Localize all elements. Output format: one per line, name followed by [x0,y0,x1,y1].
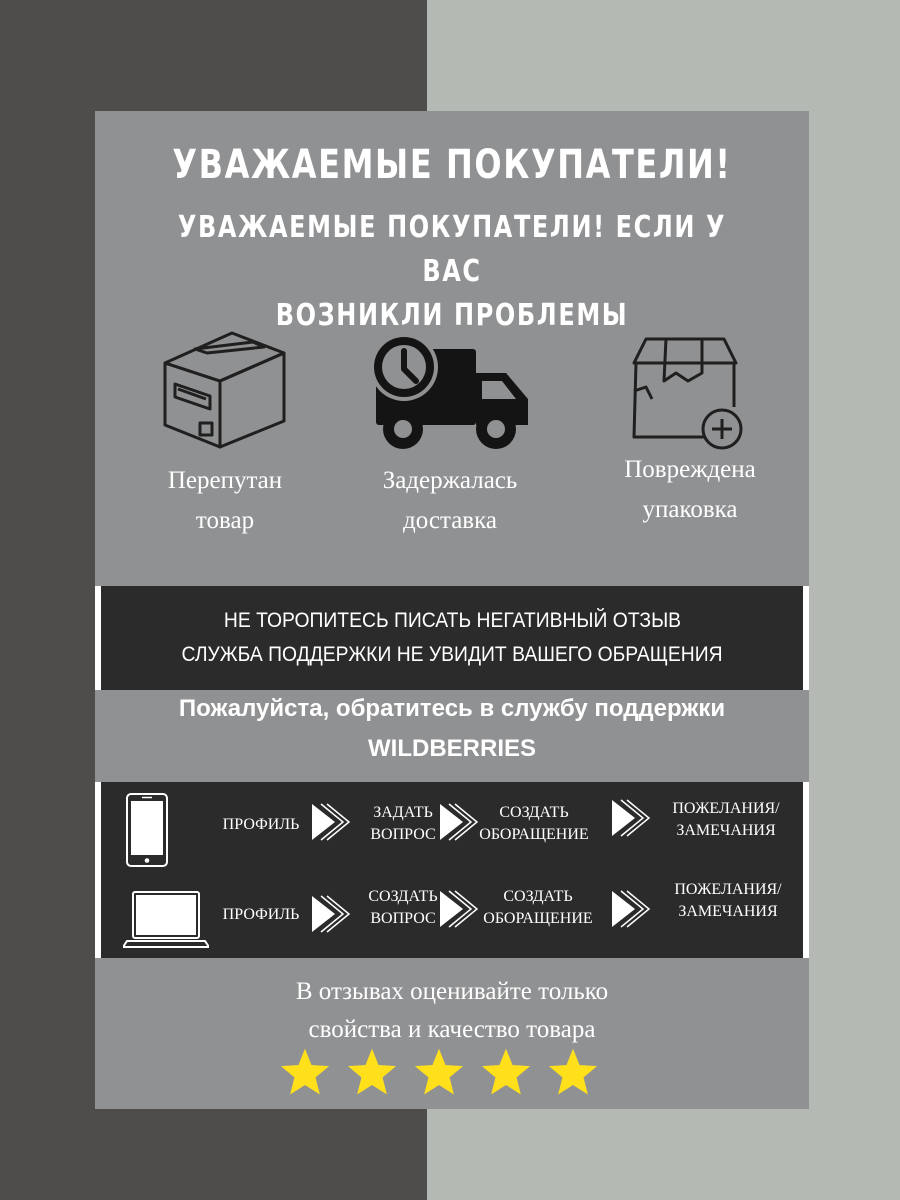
star-icon [280,1048,330,1098]
warning-line: СЛУЖБА ПОДДЕРЖКИ НЕ УВИДИТ ВАШЕГО ОБРАЩЕНИЯ [181,643,723,666]
subtitle-line: УВАЖАЕМЫЕ ПОКУПАТЕЛИ! ЕСЛИ У ВАС [177,210,727,289]
smartphone-icon [125,792,169,868]
step-profile: ПРОФИЛЬ [222,906,300,923]
support-request: Пожалуйста, обратитесь в службу поддержки WILDBERRIES [178,695,726,762]
chevron-right-icon [439,802,479,842]
problem-damaged-package [590,329,790,530]
problem-delayed-delivery [350,329,550,541]
star-icon [347,1048,397,1098]
problem-label: Повреждена упаковка [624,456,756,523]
star-icon [414,1048,464,1098]
step-profile: ПРОФИЛЬ [222,816,300,833]
step-ask-question: СОЗДАТЬ ВОПРОС [368,888,438,927]
star-icon [481,1048,531,1098]
chevron-right-icon [311,894,351,934]
chevron-right-icon [611,798,651,838]
box-icon [160,329,290,451]
step-wishes: ПОЖЕЛАНИЯ/ ЗАМЕЧАНИЯ [674,881,782,920]
notice-card [95,111,809,1109]
warning-line: НЕ ТОРОПИТЕСЬ ПИСАТЬ НЕГАТИВНЫЙ ОТЗЫВ [223,609,681,632]
damaged-package-icon [626,329,754,451]
step-wishes: ПОЖЕЛАНИЯ/ ЗАМЕЧАНИЯ [672,800,780,839]
warning-banner [95,586,809,690]
problem-label: Перепутан товар [167,467,283,534]
laptop-icon [123,889,209,953]
subtitle-line: ВОЗНИКЛИ ПРОБЛЕМЫ [275,298,629,333]
delivery-truck-icon [366,329,534,451]
chevron-right-icon [611,889,651,929]
step-create-request: СОЗДАТЬ ОБОРАЩЕНИЕ [483,888,593,927]
chevron-right-icon [311,802,351,842]
problem-wrong-item [125,329,325,541]
steps-banner [95,782,809,958]
problem-label: Задержалась доставка [382,467,518,534]
page-title: УВАЖАЕМЫЕ ПОКУПАТЕЛИ! [172,142,732,188]
page-subtitle [166,206,737,338]
rating-stars [280,1048,620,1102]
star-icon [548,1048,598,1098]
review-note: В отзывах оценивайте только свойства и качество товара [295,978,609,1043]
chevron-right-icon [439,889,479,929]
step-ask-question: ЗАДАТЬ ВОПРОС [370,804,436,843]
step-create-request: СОЗДАТЬ ОБОРАЩЕНИЕ [479,804,589,843]
